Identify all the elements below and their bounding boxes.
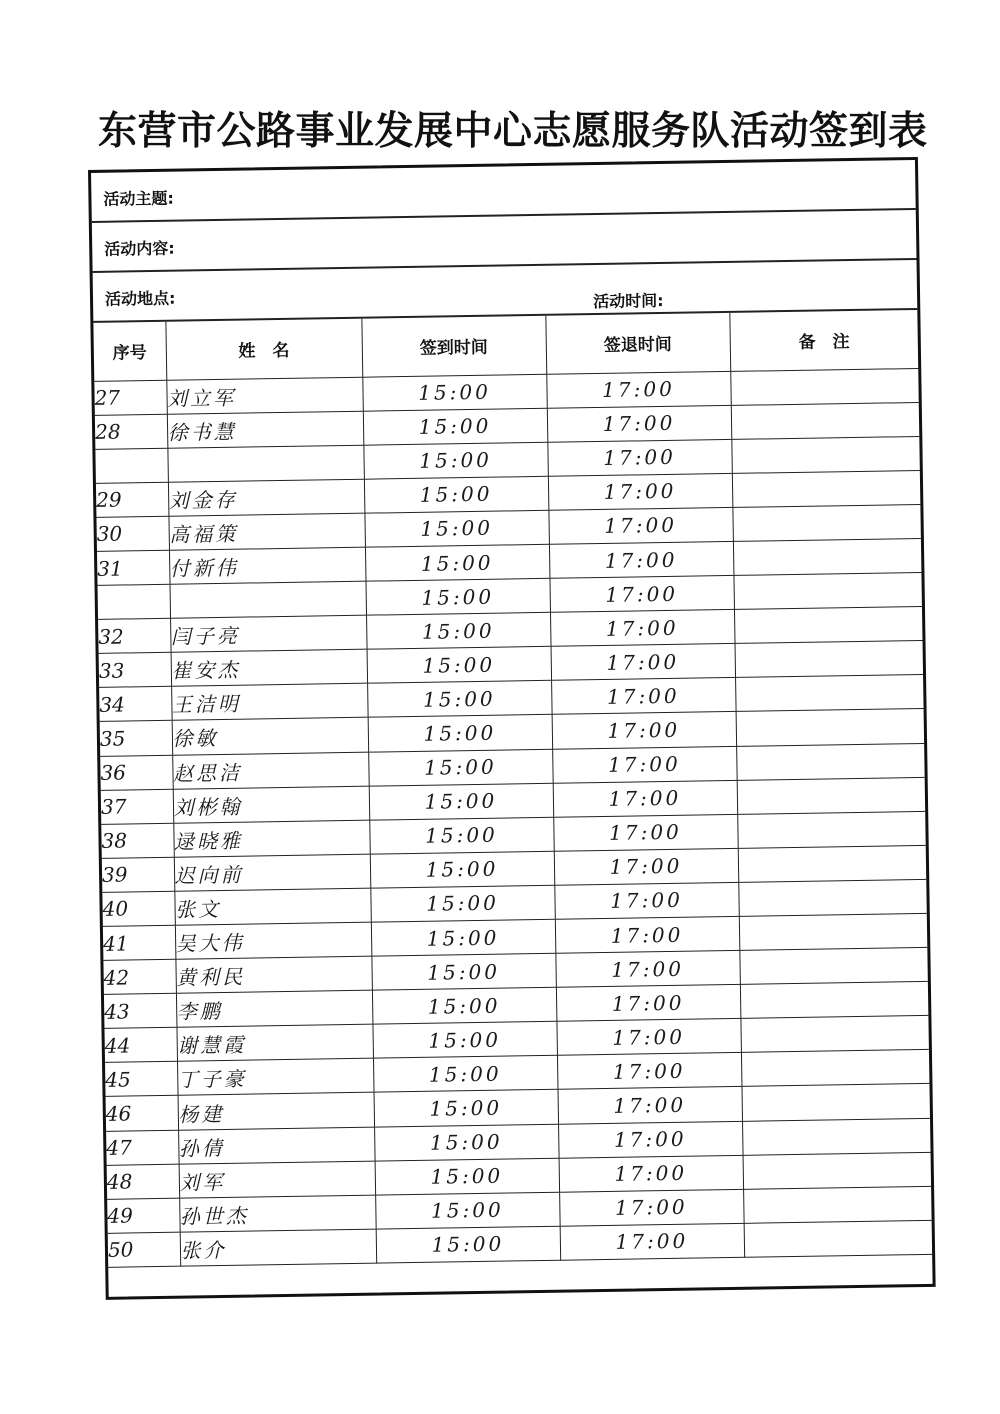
- row-seq: 41: [103, 925, 176, 960]
- row-remark: [739, 913, 928, 950]
- row-remark: [732, 470, 921, 507]
- row-sign-out-time: 17:00: [546, 371, 731, 408]
- row-seq: 38: [101, 823, 174, 858]
- row-sign-out-time: 17:00: [547, 405, 732, 442]
- header-seq: 序号: [93, 322, 166, 381]
- row-remark: [732, 504, 921, 541]
- row-sign-in-time: 15:00: [372, 987, 557, 1024]
- row-remark: [743, 1186, 932, 1223]
- row-seq: 46: [106, 1096, 179, 1131]
- row-signature: 赵思洁: [172, 752, 369, 789]
- row-signature: 李鹏: [176, 990, 373, 1027]
- row-remark: [737, 811, 926, 848]
- row-sign-in-time: 15:00: [367, 681, 552, 718]
- row-remark: [733, 538, 922, 575]
- row-seq: 29: [96, 482, 169, 517]
- row-remark: [731, 402, 920, 439]
- row-sign-out-time: 17:00: [551, 644, 736, 681]
- row-sign-out-time: 17:00: [547, 439, 732, 476]
- row-remark: [744, 1220, 933, 1257]
- row-sign-in-time: 15:00: [372, 1022, 557, 1059]
- row-sign-out-time: 17:00: [559, 1189, 744, 1226]
- row-seq: 39: [102, 857, 175, 892]
- row-signature: 刘军: [179, 1161, 376, 1198]
- sign-in-table: [93, 310, 932, 1268]
- row-signature: [167, 445, 364, 482]
- row-sign-out-time: 17:00: [550, 610, 735, 647]
- row-signature: 王洁明: [171, 684, 368, 721]
- header-remark: 备 注: [729, 310, 918, 371]
- activity-time-label: 活动时间:: [592, 290, 664, 312]
- row-seq: [95, 448, 168, 483]
- row-seq: 28: [95, 414, 168, 449]
- row-sign-in-time: 15:00: [364, 510, 549, 547]
- header-sign-out-time: 签退时间: [545, 313, 730, 374]
- row-seq: 43: [104, 993, 177, 1028]
- row-remark: [734, 607, 923, 644]
- row-sign-out-time: 17:00: [548, 473, 733, 510]
- page-title: 东营市公路事业发展中心志愿服务队活动签到表: [98, 109, 928, 154]
- row-sign-out-time: 17:00: [553, 780, 738, 817]
- row-sign-out-time: 17:00: [557, 1053, 742, 1090]
- row-signature: 付新伟: [169, 547, 366, 584]
- row-seq: 33: [99, 653, 172, 688]
- row-remark: [735, 675, 924, 712]
- row-sign-out-time: 17:00: [555, 950, 740, 987]
- row-signature: 逯晓雅: [173, 820, 370, 857]
- row-sign-in-time: 15:00: [371, 919, 556, 956]
- row-sign-in-time: 15:00: [374, 1090, 559, 1127]
- row-seq: 36: [100, 755, 173, 790]
- row-signature: 迟向前: [174, 854, 371, 891]
- row-seq: 40: [102, 891, 175, 926]
- row-signature: 丁子豪: [177, 1059, 374, 1096]
- row-sign-out-time: 17:00: [558, 1121, 743, 1158]
- row-remark: [739, 948, 928, 985]
- row-sign-in-time: 15:00: [370, 885, 555, 922]
- row-remark: [740, 982, 929, 1019]
- row-seq: 47: [106, 1130, 179, 1165]
- row-seq: 50: [108, 1232, 181, 1267]
- row-signature: 张文: [174, 888, 371, 925]
- row-sign-out-time: 17:00: [554, 848, 739, 885]
- row-signature: 刘金存: [168, 479, 365, 516]
- row-seq: 30: [96, 516, 169, 551]
- row-signature: 张介: [180, 1229, 377, 1266]
- header-sign-in-time: 签到时间: [361, 316, 546, 377]
- row-remark: [740, 1016, 929, 1053]
- row-signature: 吴大伟: [175, 922, 372, 959]
- row-signature: 杨建: [178, 1093, 375, 1130]
- row-seq: 45: [105, 1062, 178, 1097]
- row-signature: 黄利民: [175, 956, 372, 993]
- row-sign-in-time: 15:00: [368, 749, 553, 786]
- row-sign-out-time: 17:00: [554, 882, 739, 919]
- row-sign-in-time: 15:00: [375, 1158, 560, 1195]
- row-seq: 37: [101, 789, 174, 824]
- row-remark: [735, 641, 924, 678]
- header-name: 姓 名: [165, 319, 362, 380]
- row-sign-out-time: 17:00: [549, 541, 734, 578]
- row-seq: 44: [104, 1027, 177, 1062]
- row-remark: [738, 879, 927, 916]
- row-remark: [742, 1118, 931, 1155]
- row-signature: 刘彬翰: [173, 786, 370, 823]
- row-sign-out-time: 17:00: [559, 1155, 744, 1192]
- table-body: [94, 368, 932, 1267]
- row-sign-out-time: 17:00: [556, 1019, 741, 1056]
- row-seq: 34: [99, 687, 172, 722]
- row-remark: [741, 1084, 930, 1121]
- row-sign-in-time: 15:00: [373, 1056, 558, 1093]
- row-signature: 高福策: [168, 513, 365, 550]
- row-remark: [737, 777, 926, 814]
- activity-topic-label: 活动主题:: [103, 188, 175, 209]
- row-sign-out-time: 17:00: [552, 746, 737, 783]
- row-remark: [733, 573, 922, 610]
- row-sign-in-time: 15:00: [369, 817, 554, 854]
- activity-location-label: 活动地点:: [104, 288, 176, 309]
- row-remark: [736, 743, 925, 780]
- row-sign-out-time: 17:00: [553, 814, 738, 851]
- row-signature: 刘立军: [166, 377, 363, 414]
- row-seq: 35: [100, 721, 173, 756]
- row-seq: [98, 584, 171, 619]
- row-sign-out-time: 17:00: [551, 678, 736, 715]
- row-sign-in-time: 15:00: [374, 1124, 559, 1161]
- row-sign-out-time: 17:00: [552, 712, 737, 749]
- row-sign-out-time: 17:00: [555, 916, 740, 953]
- row-seq: 31: [97, 550, 170, 585]
- row-sign-out-time: 17:00: [548, 507, 733, 544]
- row-sign-in-time: 15:00: [376, 1226, 561, 1263]
- sign-in-sheet: [88, 157, 936, 1300]
- row-sign-in-time: 15:00: [369, 783, 554, 820]
- row-remark: [736, 709, 925, 746]
- row-signature: 孙世杰: [179, 1195, 376, 1232]
- row-sign-in-time: 15:00: [363, 408, 548, 445]
- row-sign-in-time: 15:00: [363, 442, 548, 479]
- row-sign-out-time: 17:00: [549, 575, 734, 612]
- row-remark: [730, 368, 919, 405]
- row-signature: [170, 581, 367, 618]
- row-signature: 崔安杰: [171, 649, 368, 686]
- row-remark: [741, 1050, 930, 1087]
- row-sign-in-time: 15:00: [365, 578, 550, 615]
- row-signature: 闫子亮: [170, 615, 367, 652]
- row-sign-in-time: 15:00: [364, 476, 549, 513]
- activity-content-label: 活动内容:: [104, 238, 175, 259]
- row-sign-in-time: 15:00: [362, 374, 547, 411]
- row-seq: 48: [107, 1164, 180, 1199]
- row-sign-in-time: 15:00: [365, 544, 550, 581]
- row-signature: 孙倩: [178, 1127, 375, 1164]
- row-remark: [743, 1152, 932, 1189]
- row-sign-in-time: 15:00: [367, 647, 552, 684]
- row-signature: 徐书慧: [167, 411, 364, 448]
- row-sign-out-time: 17:00: [558, 1087, 743, 1124]
- row-sign-in-time: 15:00: [375, 1192, 560, 1229]
- row-seq: 27: [94, 380, 167, 415]
- row-seq: 32: [98, 618, 171, 653]
- row-sign-in-time: 15:00: [371, 953, 556, 990]
- row-sign-out-time: 17:00: [556, 985, 741, 1022]
- row-remark: [738, 845, 927, 882]
- row-seq: 42: [103, 959, 176, 994]
- row-seq: 49: [107, 1198, 180, 1233]
- row-remark: [731, 436, 920, 473]
- row-sign-in-time: 15:00: [370, 851, 555, 888]
- row-signature: 徐敏: [172, 718, 369, 755]
- row-signature: 谢慧霞: [176, 1024, 373, 1061]
- row-sign-in-time: 15:00: [368, 715, 553, 752]
- row-sign-out-time: 17:00: [560, 1223, 745, 1260]
- row-sign-in-time: 15:00: [366, 612, 551, 649]
